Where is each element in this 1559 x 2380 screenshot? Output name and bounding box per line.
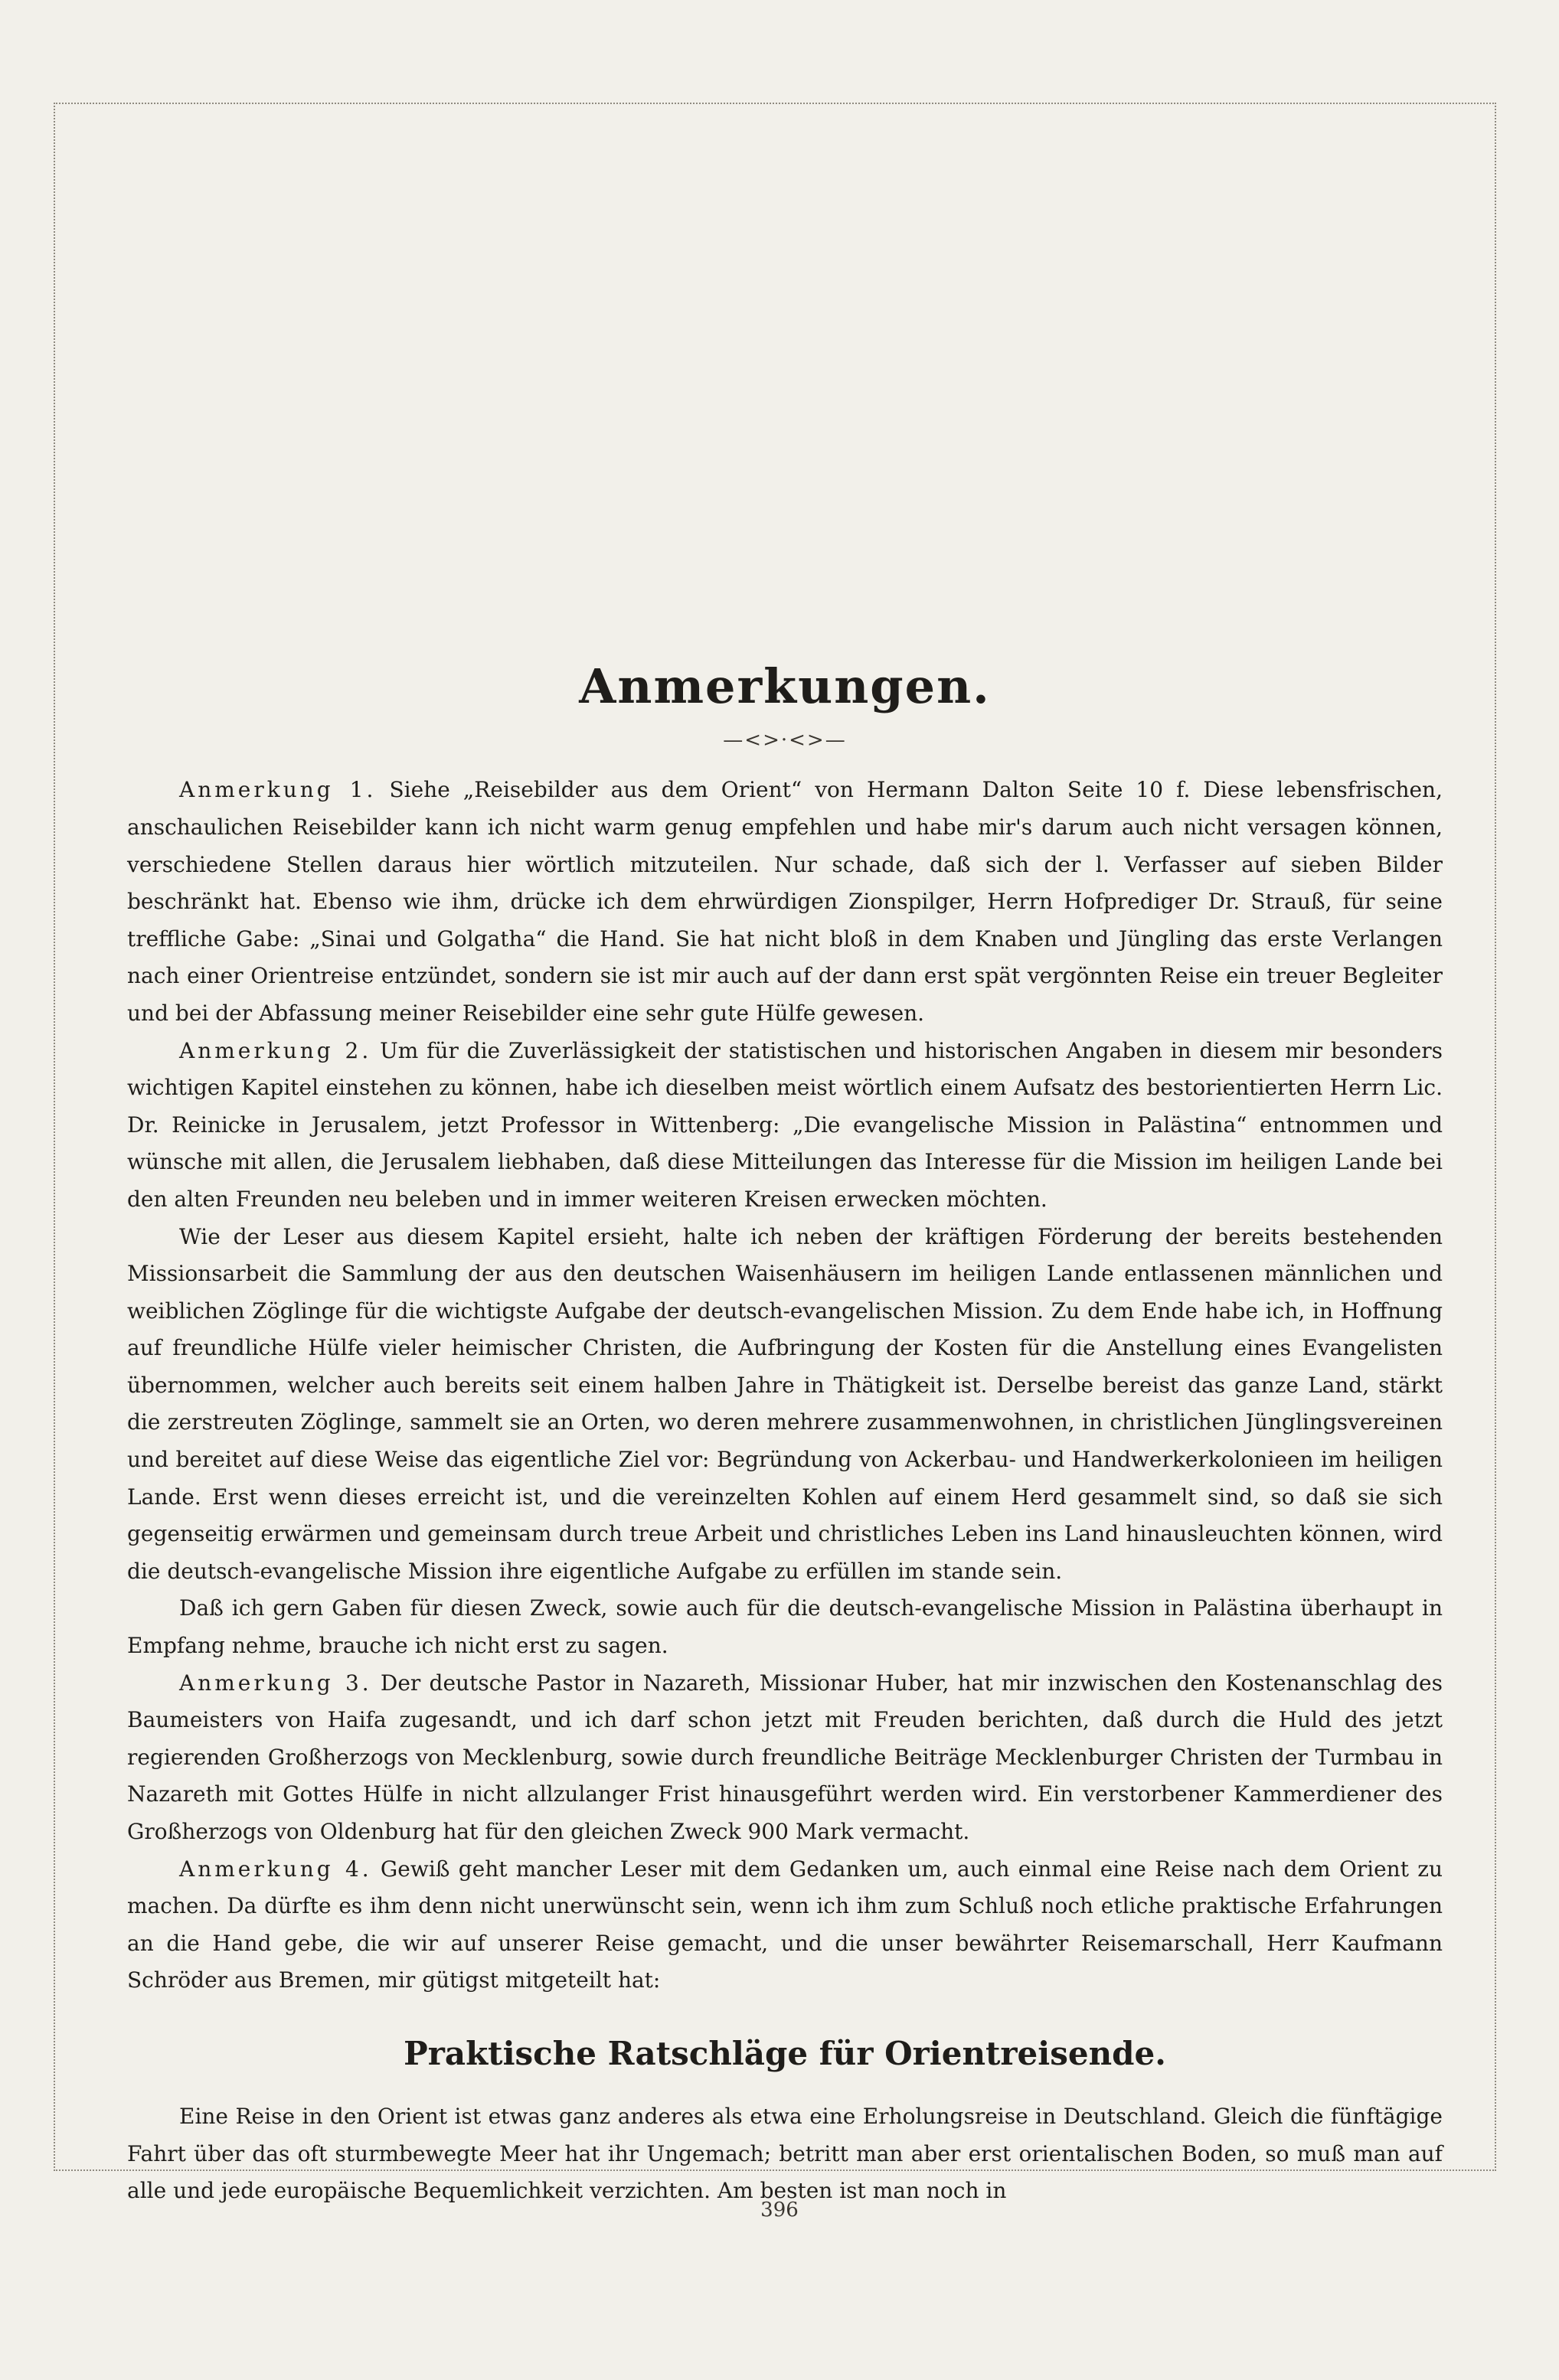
- page-number: 396: [760, 2199, 799, 2222]
- section-heading: Praktische Ratschläge für Orientreisende.: [404, 2034, 1166, 2072]
- note-1: [127, 772, 1443, 1032]
- note-label: Anmerkung 3.: [179, 1670, 372, 1696]
- body-paragraph: Eine Reise in den Orient ist etwas ganz anderes als etwa eine Erholungsreise in Deutschland. Gleich die fünftägige Fahrt über das oft sturmbewegte Meer hat ihr Ungemach; betritt man aber erst orientalischen Boden, so muß man auf alle und jede europäische Bequemlichkeit verzichten. Am besten ist man noch in: [127, 2103, 1443, 2204]
- note-text: Siehe „Reisebilder aus dem Orient“ von Hermann Dalton Seite 10 f. Diese lebensfrischen, anschaulichen Reisebilder kann ich nicht warm genug empfehlen und habe mir's darum auch nicht versagen können, verschiedene Stellen daraus hier wörtlich mitzuteilen. Nur schade, daß sich der l. Verfasser auf sieben Bilder beschränkt hat. Ebenso wie ihm, drücke ich dem ehrwürdigen Zionspilger, Herrn Hofprediger Dr. Strauß, für seine treffliche Gabe: „Sinai und Golgatha“ die Hand. Sie hat nicht bloß in dem Knaben und Jüngling das erste Verlangen nach einer Orientreise entzündet, sondern sie ist mir auch auf der dann erst spät vergönnten Reise ein treuer Begleiter und bei der Abfassung meiner Reisebilder eine sehr gute Hülfe gewesen.: [127, 777, 1443, 1026]
- note-text: Der deutsche Pastor in Nazareth, Missionar Huber, hat mir inzwischen den Kostenanschlag des Baumeisters von Haifa zugesandt, und ich darf schon jetzt mit Freuden berichten, daß durch die Huld des jetzt regierenden Großherzogs von Mecklenburg, sowie durch freundliche Beiträge Mecklenburger Christen der Turmbau in Nazareth mit Gottes Hülfe in nicht allzulanger Frist hinausgeführt werden wird. Ein verstorbener Kammerdiener des Großherzogs von Oldenburg hat für den gleichen Zweck 900 Mark vermacht.: [127, 1670, 1443, 1845]
- note-2: [127, 1033, 1443, 1219]
- page-title: Anmerkungen.: [579, 658, 991, 714]
- note-label: Anmerkung 1.: [179, 777, 377, 803]
- note-text: Wie der Leser aus diesem Kapitel ersieht, halte ich neben der kräftigen Förderung der bereits bestehenden Missionsarbeit die Sammlung der aus den deutschen Waisenhäusern im heiligen Lande entlassenen männlichen und weiblichen Zöglinge für die wichtigste Aufgabe der deutsch-evangelischen Mission. Zu dem Ende habe ich, in Hoffnung auf freundliche Hülfe vieler heimischer Christen, die Aufbringung der Kosten für die Anstellung eines Evangelisten übernommen, welcher auch bereits seit einem halben Jahre in Thätigkeit ist. Derselbe bereist das ganze Land, stärkt die zerstreuten Zöglinge, sammelt sie an Orten, wo deren mehrere zusammenwohnen, in christlichen Jünglingsvereinen und bereitet auf diese Weise das eigentliche Ziel vor: Begründung von Ackerbau- und Handwerkerkolonieen im heiligen Lande. Erst wenn dieses erreicht ist, und die vereinzelten Kohlen auf einem Herd gesammelt sind, so daß sie sich gegenseitig erwärmen und gemeinsam durch treue Arbeit und christliches Leben ins Land hinausleuchten können, wird die deutsch-evangelische Mission ihre eigentliche Aufgabe zu erfüllen im stande sein.: [127, 1223, 1443, 1584]
- note-label: Anmerkung 2.: [179, 1037, 372, 1063]
- note-4: [127, 1851, 1443, 2000]
- note-text: Um für die Zuverlässigkeit der statistischen und historischen Angaben in diesem mir besonders wichtigen Kapitel einstehen zu können, habe ich dieselben meist wörtlich einem Aufsatz des bestorientierten Herrn Lic. Dr. Reinicke in Jerusalem, jetzt Professor in Wittenberg: „Die evangelische Mission in Palästina“ entnommen und wünsche mit allen, die Jerusalem liebhaben, daß diese Mitteilungen das Interesse für die Mission im heiligen Lande bei den alten Freunden neu beleben und in immer weiteren Kreisen erwecken möchten.: [127, 1037, 1443, 1212]
- title-ornament: —<>·<>—: [723, 729, 847, 753]
- note-2-continuation: [127, 1219, 1443, 1591]
- note-label: Anmerkung 4.: [179, 1856, 372, 1882]
- note-text: Daß ich gern Gaben für diesen Zweck, sowie auch für die deutsch-evangelische Mission in Palästina überhaupt in Empfang nehme, brauche ich nicht erst zu sagen.: [127, 1595, 1443, 1659]
- note-text: Gewiß geht mancher Leser mit dem Gedanken um, auch einmal eine Reise nach dem Orient zu machen. Da dürfte es ihm denn nicht unerwünscht sein, wenn ich ihm zum Schluß noch etliche praktische Erfahrungen an die Hand gebe, die wir auf unserer Reise gemacht, und die unser bewährter Reisemarschall, Herr Kaufmann Schröder aus Bremen, mir gütigst mitgeteilt hat:: [127, 1856, 1443, 1993]
- page-content: [127, 658, 1443, 2210]
- note-3: [127, 1665, 1443, 1851]
- note-2-donation: [127, 1590, 1443, 1664]
